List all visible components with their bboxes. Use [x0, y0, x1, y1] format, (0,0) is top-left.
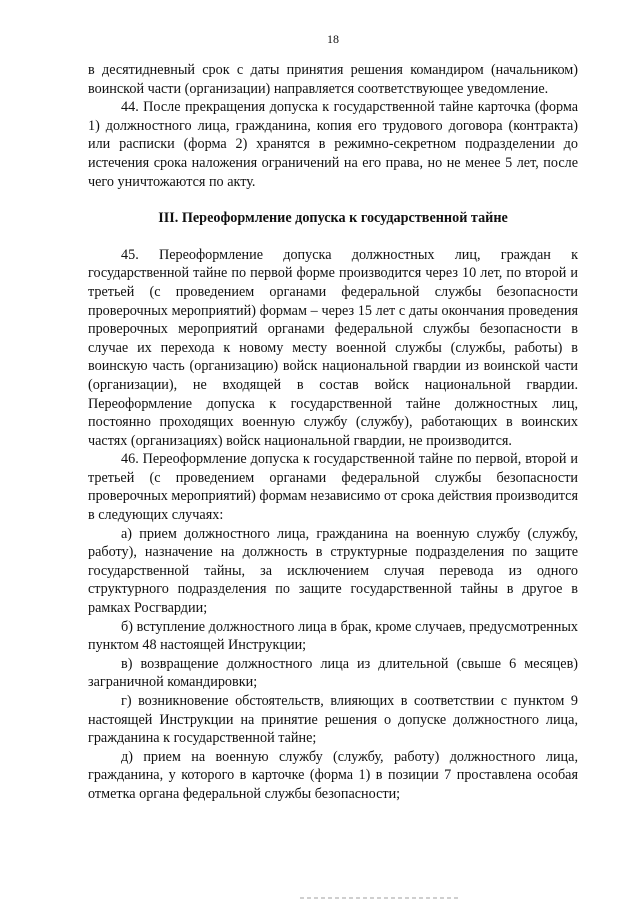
document-page: [88, 0, 578, 905]
list-item-g: г) возникновение обстоятельств, влияющих в соответствии с пунктом 9 настоящей Инструкции на принятие решения о допуске должностного лица, гражданина к государственной тайне;: [88, 693, 578, 747]
paragraph-45: 45. Переоформление допуска должностных лиц, граждан к государственной тайне по первой форме производится через 10 лет, по второй и третьей (с проведением органами федеральной службы безопасности проверочных мероприятий) формам – через 15 лет с даты окончания проведения проверочных мероприятий органами федеральной службы безопасности в случае их перехода к новому месту военной службы (службы, работы) в воинскую часть (организацию) войск национальной гвардии из воинской части (организации), не входящей в состав войск национальной гвардии. Переоформление допуска к государственной тайне должностных лиц, постоянно проходящих военную службу (службу), работающих в воинских частях (организациях) войск национальной гвардии, не производится.: [88, 246, 578, 449]
scan-artifact: [300, 897, 460, 899]
page-number: 18: [327, 32, 339, 46]
paragraph-44: 44. После прекращения допуска к государственной тайне карточка (форма 1) должностного лица, гражданина, копия его трудового договора (контракта) или расписки (форма 2) хранятся в режимно-секретном подразделении до истечения срока наложения ограничений на его права, но не менее 5 лет, после чего уничтожаются по акту.: [88, 99, 578, 190]
list-item-b: б) вступление должностного лица в брак, кроме случаев, предусмотренных пунктом 48 настоящей Инструкции;: [88, 618, 578, 654]
document-body: [88, 61, 578, 804]
list-item-d: д) прием на военную службу (службу, работу) должностного лица, гражданина, у которого в карточке (форма 1) в позиции 7 проставлена особая отметка органа федеральной службы безопасности;: [88, 748, 578, 802]
section-heading: III. Переоформление допуска к государственной тайне: [158, 210, 508, 227]
list-item-a: а) прием должностного лица, гражданина на военную службу (службу, работу), назначение на должность в структурные подразделения по защите государственной тайны, за исключением случая перевода из одного структурного подразделения по защите государственной тайны в другое в рамках Росгвардии;: [88, 525, 578, 617]
list-item-v: в) возвращение должностного лица из длительной (свыше 6 месяцев) заграничной командировки;: [88, 655, 578, 691]
paragraph-continuation: в десятидневный срок с даты принятия решения командиром (начальником) воинской части (организации) направляется соответствующее уведомление.: [88, 62, 578, 97]
paragraph-46: 46. Переоформление допуска к государственной тайне по первой, второй и третьей (с проведением органами федеральной службы безопасности проверочных мероприятий) формам независимо от срока действия производится в следующих случаях:: [88, 451, 578, 524]
